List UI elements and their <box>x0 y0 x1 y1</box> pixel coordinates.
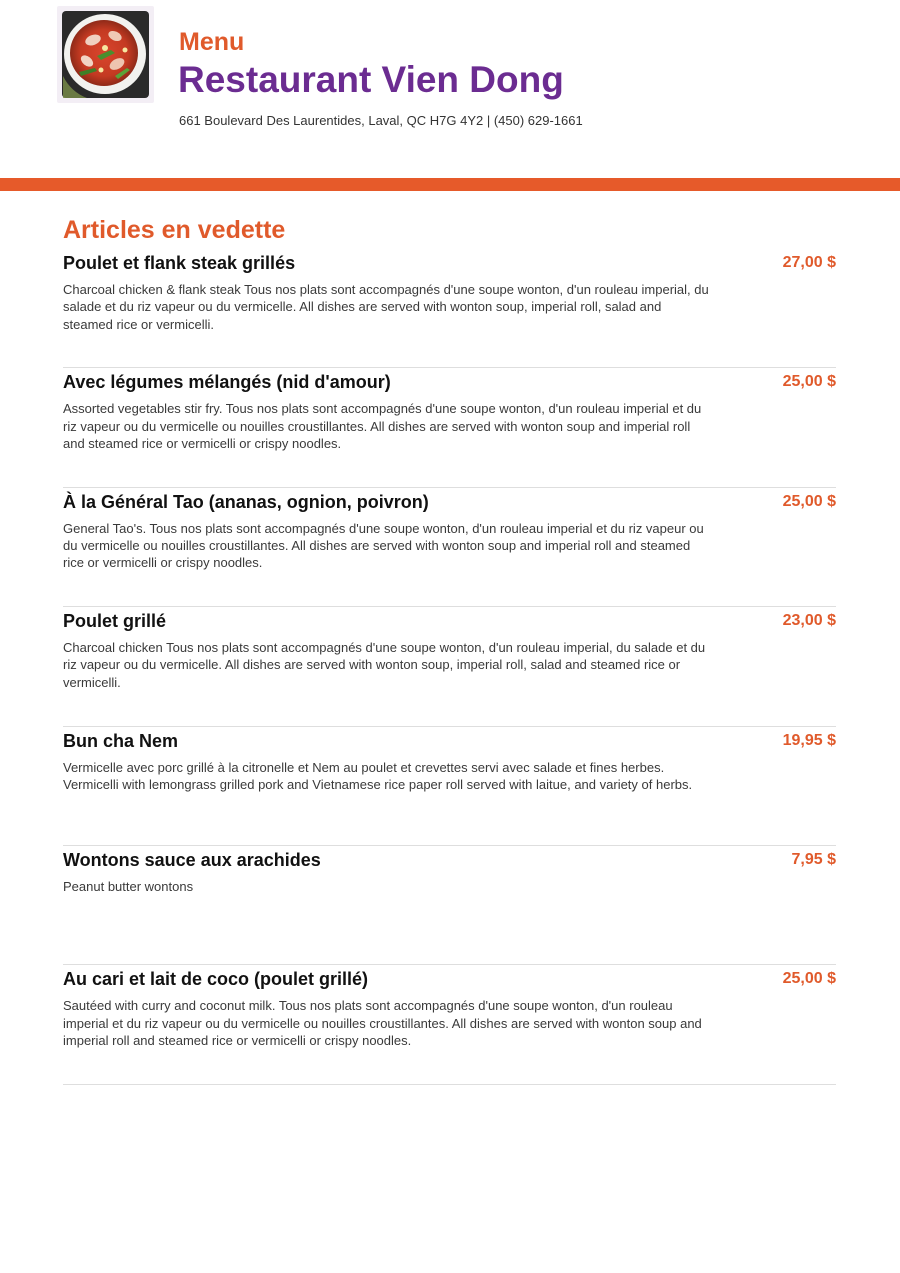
menu-item-description: General Tao's. Tous nos plats sont accompagnés d'une soupe wonton, d'un rouleau imperial et du riz vapeur ou du vermicelle ou nouilles croustillantes. All dishes are served with wonton soup and imperial roll and steamed rice or vermicelli or crispy noodles. <box>63 520 704 571</box>
menu-item-description: Vermicelle avec porc grillé à la citronelle et Nem au poulet et crevettes servi avec salade et fines herbes. Vermicelli with lemongrass grilled pork and Vietnamese rice paper roll served with laitue, and variety of herbs. <box>63 759 693 792</box>
restaurant-name: Restaurant Vien Dong <box>178 59 564 100</box>
menu-label: Menu <box>179 28 245 56</box>
menu-item-name: Poulet grillé <box>63 611 167 632</box>
menu-item-name: Avec légumes mélangés (nid d'amour) <box>63 372 391 393</box>
menu-item-price: 23,00 $ <box>782 612 836 630</box>
restaurant-address: 661 Boulevard Des Laurentides, Laval, QC H7G 4Y2 | (450) 629-1661 <box>179 113 583 128</box>
menu-item-name: À la Général Tao (ananas, ognion, poivron) <box>63 491 429 512</box>
menu-item-price: 27,00 $ <box>782 254 836 271</box>
menu-item-description: Peanut butter wontons <box>63 878 194 894</box>
menu-item-description: Sautéed with curry and coconut milk. Tous nos plats sont accompagnés d'une soupe wonton, d'un rouleau imperial et du riz vapeur ou du vermicelle ou nouilles croustillantes. All dishes are served with wonton soup and imperial roll and steamed rice or vermicelli or crispy noodles. <box>63 998 702 1048</box>
menu-item-description: Charcoal chicken Tous nos plats sont accompagnés d'une soupe wonton, d'un rouleau imperial, du salade et du riz vapeur ou du vermicelle. All dishes are served with wonton soup, imperial roll, salad and steamed rice or vermicelli. <box>63 640 706 690</box>
item-divider <box>63 1084 836 1085</box>
restaurant-logo-image <box>57 6 154 103</box>
menu-item-name: Wontons sauce aux arachides <box>63 849 321 870</box>
header-divider-bar <box>0 178 900 191</box>
menu-item-price: 25,00 $ <box>782 373 836 391</box>
section-title: Articles en vedette <box>63 216 286 244</box>
menu-item-name: Poulet et flank steak grillés <box>63 253 296 273</box>
menu-item-description: Charcoal chicken & flank steak Tous nos plats sont accompagnés d'une soupe wonton, d'un rouleau imperial, du salade et du riz vapeur ou du vermicelle. All dishes are served with wonton soup, imperial roll, salad and steamed rice or vermicelli. <box>63 282 709 332</box>
menu-item-list <box>63 249 836 1085</box>
menu-item <box>63 488 836 607</box>
menu-item-price: 25,00 $ <box>782 492 836 510</box>
menu-item <box>63 846 836 965</box>
menu-item <box>63 965 836 1084</box>
menu-item-description: Assorted vegetables stir fry. Tous nos plats sont accompagnés d'une soupe wonton, d'un rouleau imperial et du riz vapeur ou du vermicelle ou nouilles croustillantes. All dishes are served with wonton soup and imperial roll and steamed rice or vermicelli or crispy noodles. <box>63 401 702 451</box>
menu-item <box>63 727 836 846</box>
menu-item <box>63 249 836 368</box>
soup-bowl-icon <box>57 6 154 103</box>
page-header <box>0 0 900 178</box>
menu-item-price: 25,00 $ <box>782 970 836 988</box>
menu-item <box>63 607 836 726</box>
menu-item-name: Au cari et lait de coco (poulet grillé) <box>63 969 369 990</box>
menu-item <box>63 368 836 487</box>
menu-item-price: 19,95 $ <box>782 731 836 749</box>
menu-item-name: Bun cha Nem <box>63 730 179 751</box>
menu-item-price: 7,95 $ <box>791 850 836 868</box>
